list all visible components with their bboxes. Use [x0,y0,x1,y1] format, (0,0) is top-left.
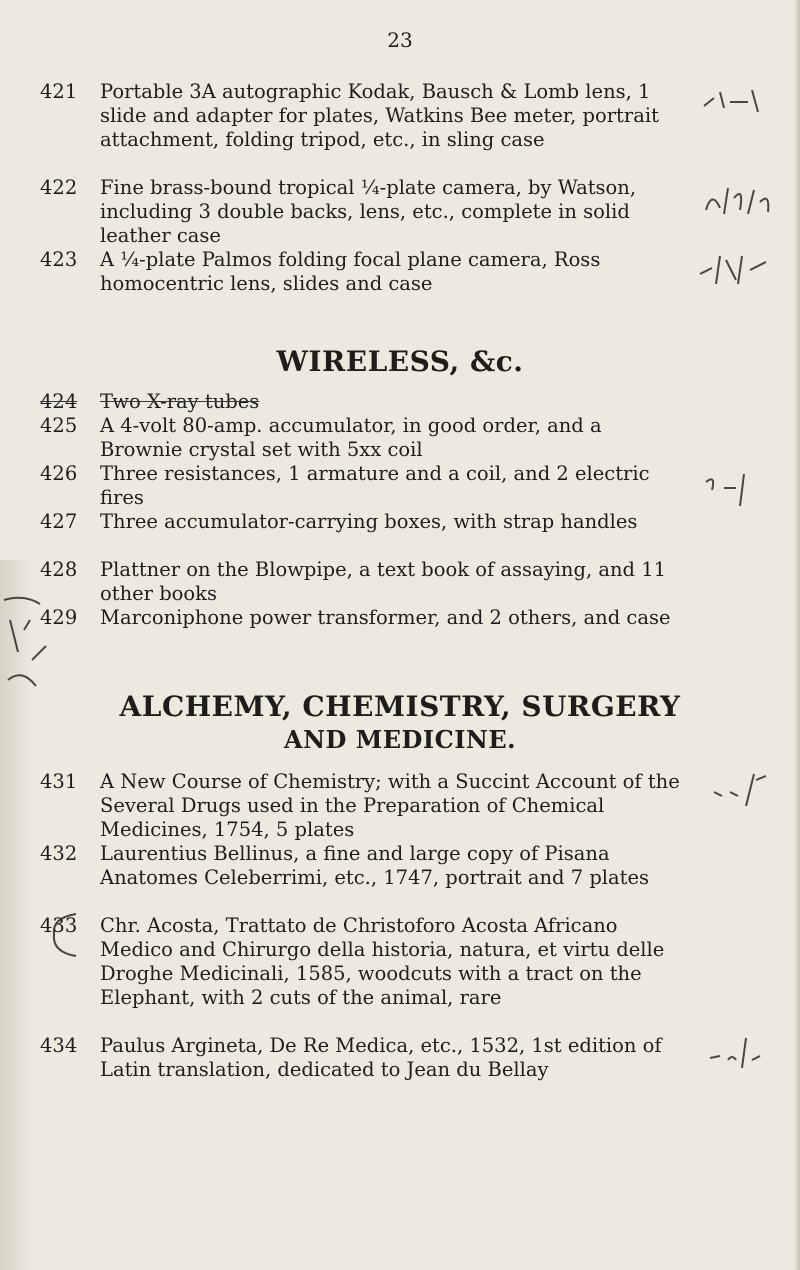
lot-description: Chr. Acosta, Trattato de Christoforo Acosta Africano Medico and Chirurgo della historia, natura, et virtu delle Droghe Medicinali, 1585, woodcuts with a tract on the Elephant, with 2 cuts of the animal, rare [100,914,665,1009]
lot-description: Plattner on the Blowpipe, a text book of assaying, and 11 other books [100,558,667,605]
lot-number: 421 [40,80,78,103]
handwritten-price-mark [706,1034,766,1074]
lot-433 [40,914,690,1010]
lot-description: Paulus Argineta, De Re Medica, etc., 1532, 1st edition of Latin translation, dedicated to Jean du Bellay [100,1034,662,1081]
lot-429 [40,606,690,630]
lot-432 [40,842,690,890]
lot-description: Two X-ray tubes [100,390,260,413]
page-number: 23 [387,28,413,52]
handwritten-bracket-mark [46,910,86,960]
handwritten-price-mark [690,250,780,290]
page-edge-shadow-right [794,0,800,1270]
lot-number: 429 [40,606,78,629]
lot-number: 426 [40,462,78,485]
lot-description: Laurentius Bellinus, a fine and large copy of Pisana Anatomes Celeberrimi, etc., 1747, portrait and 7 plates [100,842,650,889]
lot-421 [40,80,690,152]
lot-424 [40,390,690,414]
lot-number: 432 [40,842,78,865]
lot-number: 424 [40,390,78,413]
lot-number: 422 [40,176,78,199]
lot-description: Three resistances, 1 armature and a coil, and 2 electric fires [100,462,650,509]
handwritten-margin-mark [0,590,56,710]
section-heading-wireless: WIRELESS, &c. [276,345,524,378]
lot-423 [40,248,690,296]
lot-426 [40,462,690,510]
lot-number: 433 [40,914,78,937]
handwritten-price-mark [700,180,780,220]
lot-422 [40,176,690,248]
lot-description: Portable 3A autographic Kodak, Bausch & Lomb lens, 1 slide and adapter for plates, Watkins Bee meter, portrait attachment, folding tripod, etc., in sling case [100,80,659,151]
lot-description: Three accumulator-carrying boxes, with strap handles [100,510,638,533]
lot-431 [40,770,690,842]
lot-428 [40,558,690,606]
lot-427 [40,510,690,534]
handwritten-price-mark [700,470,760,510]
lot-number: 431 [40,770,78,793]
lot-description: Marconiphone power transformer, and 2 others, and case [100,606,671,629]
lot-description: Fine brass-bound tropical ¼-plate camera, by Watson, including 3 double backs, lens, etc., complete in solid leather case [100,176,637,247]
lot-number: 425 [40,414,78,437]
handwritten-price-mark [700,82,770,116]
lot-number: 427 [40,510,78,533]
section-subheading-medicine: AND MEDICINE. [283,725,517,754]
lot-434 [40,1034,690,1082]
lot-number: 434 [40,1034,78,1057]
lot-number: 428 [40,558,78,581]
section-heading-alchemy: ALCHEMY, CHEMISTRY, SURGERY [119,690,681,723]
lot-description: A ¼-plate Palmos folding focal plane camera, Ross homocentric lens, slides and case [100,248,601,295]
handwritten-price-mark [710,770,770,810]
lot-number: 423 [40,248,78,271]
lot-description: A New Course of Chemistry; with a Succint Account of the Several Drugs used in the Preparation of Chemical Medicines, 1754, 5 plates [100,770,680,841]
lot-description: A 4-volt 80-amp. accumulator, in good order, and a Brownie crystal set with 5xx coil [100,414,602,461]
lot-425 [40,414,690,462]
